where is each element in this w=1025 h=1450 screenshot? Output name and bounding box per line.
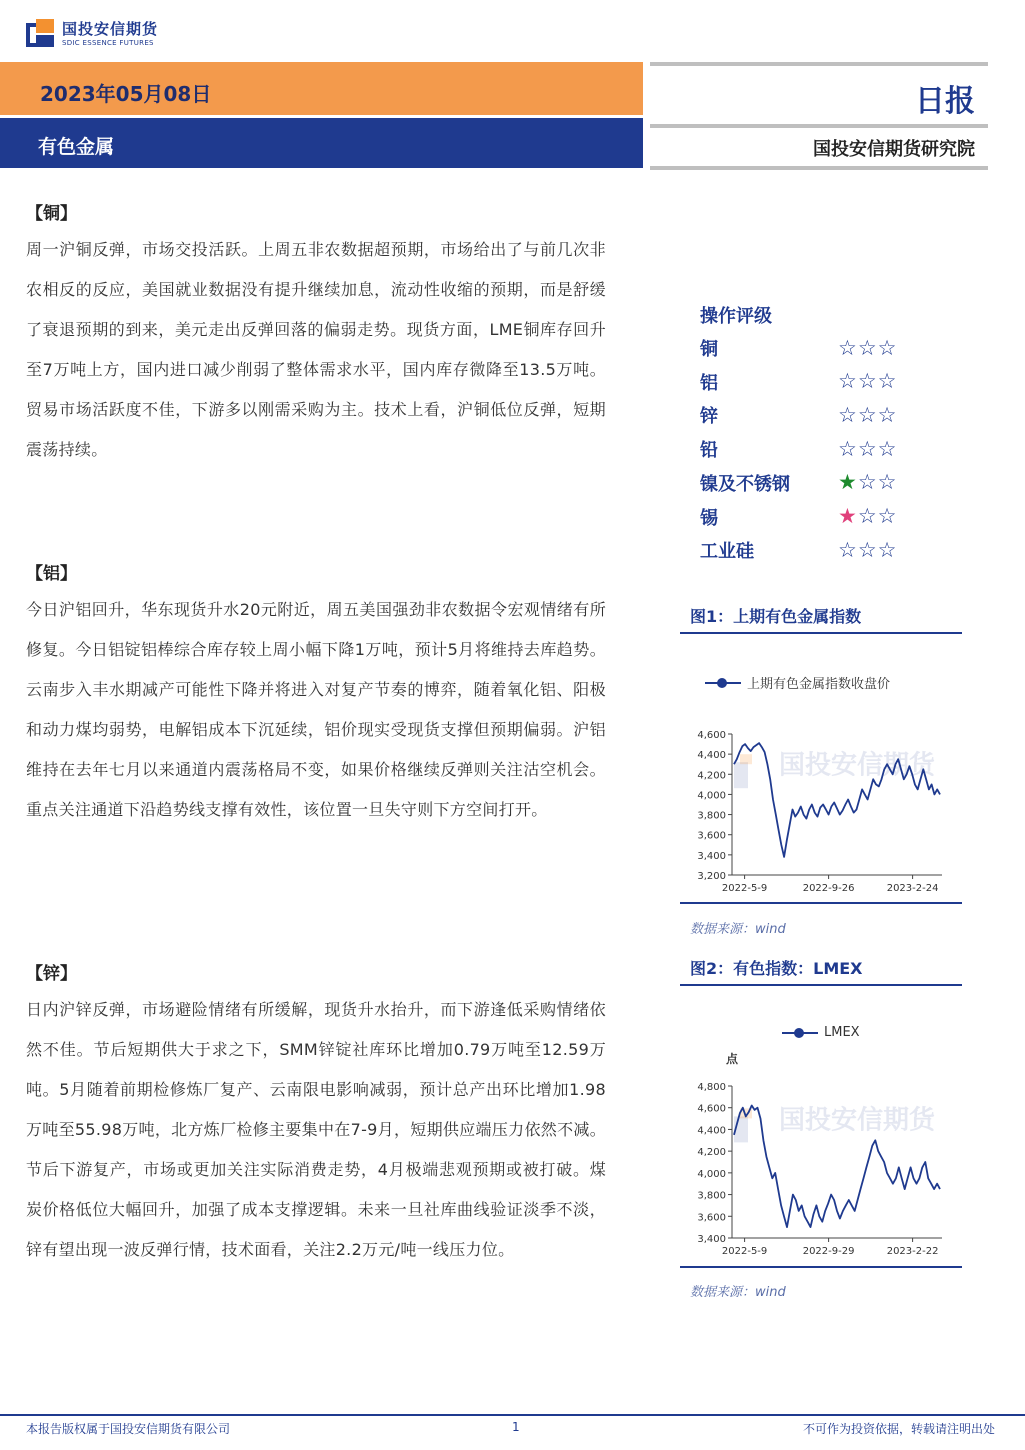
section-title-aluminium: 【铝】 xyxy=(26,564,77,584)
divider-line xyxy=(650,166,988,170)
figure-1-svg xyxy=(680,720,962,905)
x-tick-label: 2022-5-9 xyxy=(721,1246,768,1257)
rating-stars-icon xyxy=(838,537,898,562)
rating-row xyxy=(700,365,940,399)
star-empty-icon: ☆ xyxy=(857,436,878,461)
star-empty-icon: ☆ xyxy=(838,537,858,562)
y-tick-label: 3,400 xyxy=(697,1234,726,1245)
report-type: 日报 xyxy=(915,84,975,119)
x-tick-label: 2022-9-29 xyxy=(802,1246,855,1257)
y-tick-label: 4,200 xyxy=(697,770,726,782)
rating-title: 操作评级 xyxy=(700,306,772,327)
watermark-logo-icon xyxy=(734,762,748,788)
figure-1-chart xyxy=(680,720,962,909)
figure-2-rule-bottom xyxy=(680,1266,962,1268)
figure-2-title: 图2：有色指数：LMEX xyxy=(690,959,863,978)
figure-1-legend xyxy=(705,673,890,692)
rating-name: 镍及不锈钢 xyxy=(700,473,790,495)
figure-2-legend xyxy=(782,1025,860,1040)
divider-line xyxy=(650,62,988,66)
figure-2-chart xyxy=(680,1072,962,1272)
star-empty-icon: ☆ xyxy=(877,504,898,528)
star-empty-icon: ☆ xyxy=(877,436,898,461)
star-empty-icon: ☆ xyxy=(857,504,878,528)
star-empty-icon: ☆ xyxy=(838,436,858,461)
watermark-logo-icon xyxy=(740,754,752,764)
star-empty-icon: ☆ xyxy=(838,335,858,360)
rating-row xyxy=(700,466,940,500)
legend-line-marker-icon xyxy=(782,1027,818,1039)
rating-name: 铜 xyxy=(700,339,718,360)
y-tick-label: 4,600 xyxy=(697,730,726,741)
x-tick-label: 2022-9-26 xyxy=(802,883,855,894)
figure-2-legend-label: LMEX xyxy=(824,1025,860,1040)
rating-name: 铅 xyxy=(700,440,718,462)
star-empty-icon: ☆ xyxy=(857,537,878,562)
x-tick-label: 2023-2-22 xyxy=(886,1246,939,1257)
y-tick-label: 4,800 xyxy=(697,1082,726,1093)
section-body-zinc: 日内沪锌反弹，市场避险情绪有所缓解，现货升水抬升，而下游逢低采购情绪依然不佳。节后短期供大于求之下，SMM锌锭社库环比增加0.79万吨至12.59万吨。5月随着前期检修炼厂复产、云南限电影响减弱，预计总产出环比增加1.98万吨至55.98万吨，北方炼厂检修主要集中在7-9月，短期供应端压力依然不减。节后下游复产，市场或更加关注实际消费走势，4月极端悲观预期或被打破。煤炭价格低位大幅回升，加强了成本支撑逻辑。未来一旦社库曲线验证淡季不淡，锌有望出现一波反弹行情，技术面看，关注2.2万元/吨一线压力位。 xyxy=(26,1000,606,1259)
figure-1-rule xyxy=(680,632,962,634)
rating-name: 锌 xyxy=(700,406,718,428)
legend-line-marker-icon xyxy=(705,677,741,689)
star-empty-icon: ☆ xyxy=(838,402,858,427)
rating-row xyxy=(700,500,940,534)
y-tick-label: 4,400 xyxy=(697,750,726,762)
report-sector: 有色金属 xyxy=(38,136,115,158)
section-body-aluminium: 今日沪铝回升，华东现货升水20元附近，周五美国强劲非农数据令宏观情绪有所修复。今日铝锭铝棒综合库存较上周小幅下降1万吨，预计5月将维持去库趋势。云南步入丰水期减产可能性下降并将进入对复产节奏的博弈，随着氧化铝、阳极和动力煤均弱势，电解铝成本下沉延续，铝价现实受现货支撑但预期偏弱。沪铝维持在去年七月以来通道内震荡格局不变，如果价格继续反弹则关注沽空机会。重点关注通道下沿趋势线支撑有效性，该位置一旦失守则下方空间打开。 xyxy=(26,600,606,819)
star-empty-icon: ☆ xyxy=(857,402,878,427)
rating-row xyxy=(700,398,940,432)
divider-line xyxy=(650,124,988,128)
y-tick-label: 4,000 xyxy=(697,790,726,802)
y-tick-label: 3,800 xyxy=(697,1190,726,1202)
figure-2-source: 数据来源：wind xyxy=(690,1285,786,1300)
footer-disclaimer: 不可作为投资依据，转载请注明出处 xyxy=(802,1422,995,1436)
figure-1-source: 数据来源：wind xyxy=(690,922,786,937)
rating-name: 锡 xyxy=(700,507,718,529)
rating-stars-icon xyxy=(838,335,898,360)
star-empty-icon: ☆ xyxy=(877,335,898,360)
star-empty-icon: ☆ xyxy=(838,369,858,394)
rating-name: 铝 xyxy=(700,372,718,394)
rating-stars-icon xyxy=(838,402,898,427)
watermark-text: 国投安信期货 xyxy=(778,750,936,781)
footer-rule xyxy=(0,1414,1025,1416)
y-tick-label: 3,600 xyxy=(697,830,726,842)
logo-mark-icon xyxy=(26,19,56,49)
figure-2-unit: 点 xyxy=(726,1052,739,1066)
watermark-text: 国投安信期货 xyxy=(778,1105,936,1136)
x-tick-label: 2022-5-9 xyxy=(721,883,768,894)
rating-stars-icon xyxy=(838,472,897,493)
y-tick-label: 4,000 xyxy=(697,1168,726,1180)
section-title-copper: 【铜】 xyxy=(26,204,77,224)
y-tick-label: 4,600 xyxy=(697,1103,726,1115)
company-logo xyxy=(26,16,158,52)
section-body-copper: 周一沪铜反弹，市场交投活跃。上周五非农数据超预期，市场给出了与前几次非农相反的反应，美国就业数据没有提升继续加息，流动性收缩的预期，而是舒缓了衰退预期的到来，美元走出反弹回落的偏弱走势。现货方面，LME铜库存回升至7万吨上方，国内进口减少削弱了整体需求水平，国内库存微降至13.5万吨。贸易市场活跃度不佳，下游多以刚需采购为主。技术上看，沪铜低位反弹，短期震荡持续。 xyxy=(26,240,606,459)
report-date: 2023年05月08日 xyxy=(40,82,212,106)
y-tick-label: 4,200 xyxy=(697,1147,726,1159)
star-empty-icon: ☆ xyxy=(877,470,898,495)
y-tick-label: 4,400 xyxy=(697,1125,726,1137)
y-tick-label: 3,400 xyxy=(697,850,726,862)
rating-row xyxy=(700,432,940,466)
figure-2-svg xyxy=(680,1072,962,1268)
star-empty-icon: ☆ xyxy=(877,537,898,562)
figure-1-legend-label: 上期有色金属指数收盘价 xyxy=(747,677,891,692)
y-tick-label: 3,600 xyxy=(697,1212,726,1224)
x-tick-label: 2023-2-24 xyxy=(886,883,939,894)
star-filled-icon: ★ xyxy=(838,470,858,495)
star-empty-icon: ☆ xyxy=(877,402,898,427)
star-empty-icon: ☆ xyxy=(857,369,878,394)
y-tick-label: 3,800 xyxy=(697,810,726,822)
rating-stars-icon xyxy=(838,506,897,527)
star-empty-icon: ☆ xyxy=(857,335,878,360)
figure-2-rule xyxy=(680,984,962,986)
logo-en-text: SDIC ESSENCE FUTURES xyxy=(62,38,154,47)
rating-stars-icon xyxy=(838,436,898,461)
star-empty-icon: ☆ xyxy=(877,369,898,394)
section-title-zinc: 【锌】 xyxy=(26,964,77,984)
rating-row xyxy=(700,533,940,567)
institute-name: 国投安信期货研究院 xyxy=(813,139,975,160)
star-filled-icon: ★ xyxy=(838,504,858,528)
rating-stars-icon xyxy=(838,371,897,392)
rating-name: 工业硅 xyxy=(700,541,754,563)
page-number: 1 xyxy=(512,1420,520,1434)
y-tick-label: 3,200 xyxy=(697,871,726,882)
rating-row xyxy=(700,331,940,365)
figure-1-title: 图1：上期有色金属指数 xyxy=(690,607,862,626)
logo-cn-text: 国投安信期货 xyxy=(62,19,159,38)
footer-copyright: 本报告版权属于国投安信期货有限公司 xyxy=(26,1422,231,1436)
star-empty-icon: ☆ xyxy=(857,470,878,495)
figure-1-rule-bottom xyxy=(680,902,962,904)
